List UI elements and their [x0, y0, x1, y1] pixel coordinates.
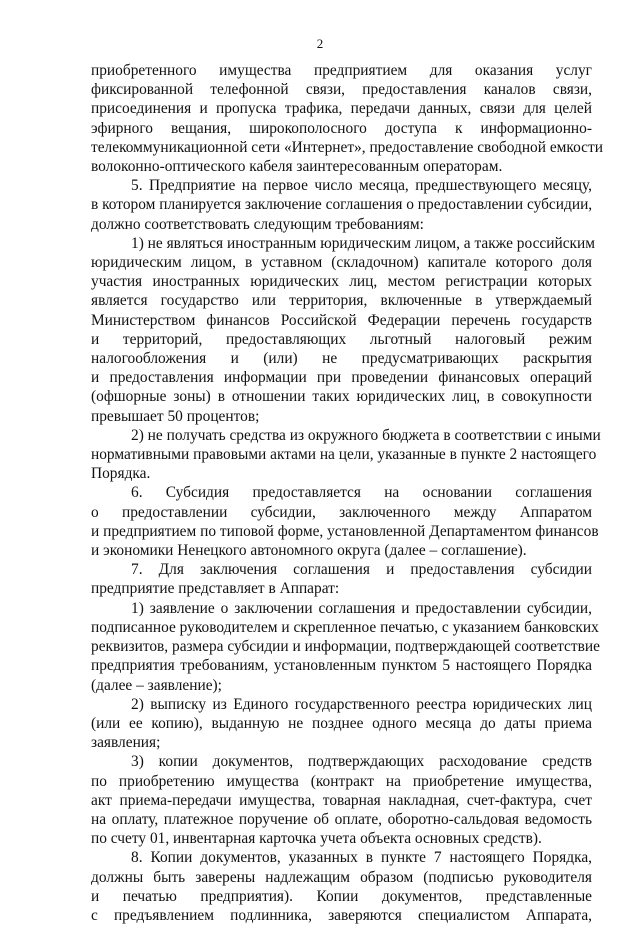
text-line: заявления; — [91, 734, 161, 752]
text-line: на оплату, платежное поручение об оплате, оборотно-сальдовая ведомость — [91, 810, 592, 828]
text-line: фиксированной телефонной связи, предоставления каналов связи, — [91, 81, 592, 99]
text-line: и предприятием по типовой форме, установленной Департаментом финансов — [91, 522, 599, 540]
text-line: о предоставлении субсидии, заключенного между Аппаратом — [91, 503, 592, 521]
text-line: телекоммуникационной сети «Интернет», предоставление свободной емкости — [91, 138, 603, 156]
text-line: Порядка. — [91, 465, 151, 483]
text-line: нормативными правовыми актами на цели, указанные в пункте 2 настоящего — [91, 446, 597, 464]
text-line: и экономики Ненецкого автономного округа (далее – соглашение). — [91, 542, 527, 560]
paragraph — [91, 695, 592, 753]
paragraph — [91, 61, 603, 176]
paragraph — [91, 599, 600, 695]
text-line: 2) не получать средства из окружного бюджета в соответствии с иными — [131, 426, 601, 444]
text-line: 1) заявление о заключении соглашения и предоставлении субсидии, — [131, 599, 592, 617]
paragraph — [91, 176, 592, 234]
paragraph — [91, 848, 592, 925]
text-line: подписанное руководителем и скрепленное печатью, с указанием банковских — [91, 618, 599, 636]
document-body — [91, 61, 603, 925]
paragraph — [91, 426, 601, 484]
paragraph — [91, 483, 599, 560]
text-line: юридическим лицом, в уставном (складочном) капитале которого доля — [91, 254, 592, 272]
text-line: по счету 01, инвентарная карточка учета объекта основных средств). — [91, 830, 542, 848]
page-number: 2 — [316, 36, 324, 51]
text-line: 8. Копии документов, указанных в пункте 7 настоящего Порядка, — [131, 849, 592, 867]
text-line: 5. Предприятие на первое число месяца, предшествующего месяцу, — [131, 177, 592, 195]
text-line: эфирного вещания, широкополосного доступа к информационно- — [91, 119, 592, 137]
text-line: приобретенного имущества предприятием для оказания услуг — [91, 62, 592, 79]
text-line: с предъявлением подлинника, заверяются специалистом Аппарата, — [91, 906, 592, 924]
text-line: предприятия требованиям, установленным пунктом 5 настоящего Порядка — [91, 657, 592, 675]
text-line: является государство или территория, включенные в утверждаемый — [91, 292, 592, 310]
text-line: и печатью предприятия). Копии документов, представленные — [91, 887, 592, 905]
text-line: должно соответствовать следующим требованиям: — [91, 215, 424, 233]
text-line: в котором планируется заключение соглашения о предоставлении субсидии, — [91, 196, 593, 214]
text-line: налогообложения и (или) не предусматривающих раскрытия — [91, 350, 592, 368]
paragraph — [91, 752, 592, 848]
text-line: 3) копии документов, подтверждающих расходование средств — [131, 753, 592, 771]
paragraph — [91, 234, 595, 426]
text-line: (далее – заявление); — [91, 676, 222, 694]
text-line: (или ее копию), выданную не позднее одного месяца до даты приема — [91, 714, 592, 732]
text-line: должны быть заверены надлежащим образом (подписью руководителя — [91, 868, 592, 886]
text-line: по приобретению имущества (контракт на приобретение имущества, — [91, 772, 592, 790]
text-line: присоединения и пропуска трафика, передачи данных, связи для целей — [91, 100, 592, 118]
text-line: участия иностранных юридических лиц, местом регистрации которых — [91, 273, 592, 291]
text-line: превышает 50 процентов; — [91, 407, 260, 425]
text-line: 1) не являться иностранным юридическим лицом, а также российским — [131, 234, 595, 252]
text-line: 2) выписку из Единого государственного реестра юридических лиц — [131, 695, 592, 713]
text-line: 6. Субсидия предоставляется на основании соглашения — [131, 484, 592, 502]
text-line: 7. Для заключения соглашения и предоставления субсидии — [131, 561, 592, 579]
paragraph — [91, 560, 592, 598]
text-line: предприятие представляет в Аппарат: — [91, 580, 340, 598]
text-line: и территорий, предоставляющих льготный налоговый режим — [91, 330, 592, 348]
text-line: и предоставления информации при проведении финансовых операций — [91, 369, 592, 387]
text-line: акт приема-передачи имущества, товарная накладная, счет-фактура, счет — [91, 791, 592, 809]
text-line: волоконно-оптического кабеля заинтересованным операторам. — [91, 158, 503, 176]
text-line: Министерством финансов Российской Федерации перечень государств — [91, 311, 592, 329]
text-line: реквизитов, размера субсидии и информации, подтверждающей соответствие — [91, 638, 600, 656]
text-line: (офшорные зоны) в отношении таких юридических лиц, в совокупности — [91, 388, 592, 406]
